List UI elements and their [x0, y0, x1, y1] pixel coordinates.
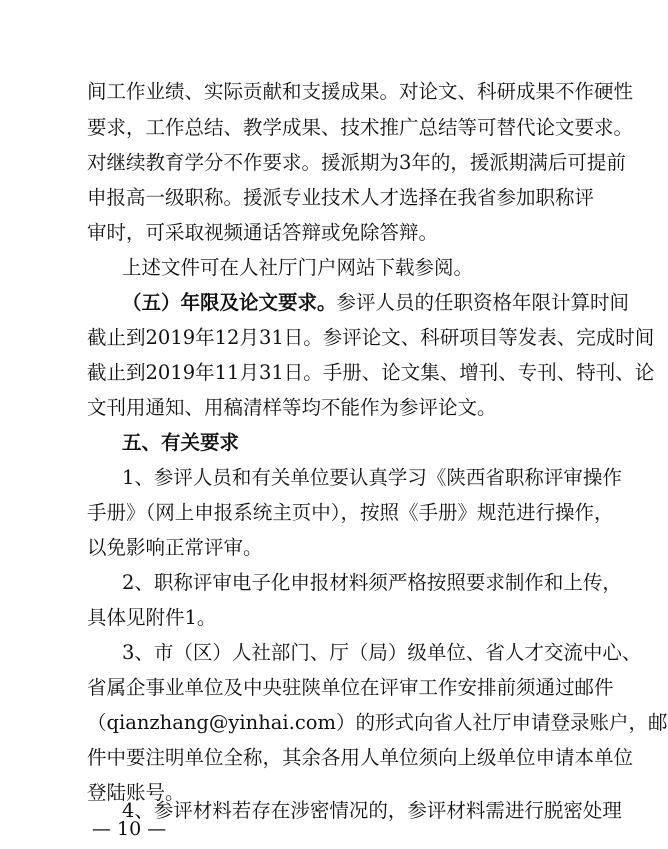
body-text-line: 具体见附件1。: [87, 606, 217, 629]
body-text-line: 截止到2019年11月31日。手册、论文集、增刊、专刊、特刊、论: [87, 361, 655, 384]
body-text-line: 省属企事业单位及中央驻陕单位在评审工作安排前须通过邮件: [87, 676, 614, 699]
body-text-line: 1、参评人员和有关单位要认真学习《陕西省职称评审操作: [122, 466, 622, 489]
body-text-line: 上述文件可在人社厅门户网站下载参阅。: [122, 256, 474, 279]
body-text-line: 登陆账号。: [87, 781, 185, 804]
body-text-line: 件中要注明单位全称，其余各用人单位须向上级单位申请本单位: [87, 746, 634, 769]
page-number: — 10 —: [92, 818, 167, 840]
body-text-line: 以免影响正常评审。: [87, 536, 263, 559]
body-text-line: （qianzhang@yinhai.com）的形式向省人社厅申请登录账户，邮: [87, 711, 668, 734]
section-heading: 五、有关要求: [122, 431, 240, 454]
body-text-line: 申报高一级职称。援派专业技术人才选择在我省参加职称评: [87, 186, 595, 209]
body-text-line: 要求，工作总结、教学成果、技术推广总结等可替代论文要求。: [87, 116, 634, 139]
body-text-span: 参评人员的任职资格年限计算时间: [336, 291, 630, 314]
section-heading-inline: （五）年限及论文要求。: [122, 291, 337, 314]
section-paragraph-first-line: [122, 288, 630, 318]
body-text-line: 2、职称评审电子化申报材料须严格按照要求制作和上传，: [122, 571, 622, 594]
body-text-line: 手册》（网上申报系统主页中），按照《手册》规范进行操作，: [87, 501, 614, 524]
body-text-line: 对继续教育学分不作要求。援派期为3年的，援派期满后可提前: [87, 151, 626, 174]
body-text-line: 截止到2019年12月31日。参评论文、科研项目等发表、完成时间: [87, 326, 655, 349]
body-text-line: 审时，可采取视频通话答辩或免除答辩。: [87, 221, 439, 244]
body-text-line-partial: 4、参评材料若存在涉密情况的，参评材料需进行脱密处理: [122, 799, 622, 822]
body-text-line: 3、市（区）人社部门、厅（局）级单位、省人才交流中心、: [122, 641, 642, 664]
body-text-line: 文刊用通知、用稿清样等均不能作为参评论文。: [87, 396, 497, 419]
body-text-line: 间工作业绩、实际贡献和支援成果。对论文、科研成果不作硬性: [87, 80, 634, 103]
